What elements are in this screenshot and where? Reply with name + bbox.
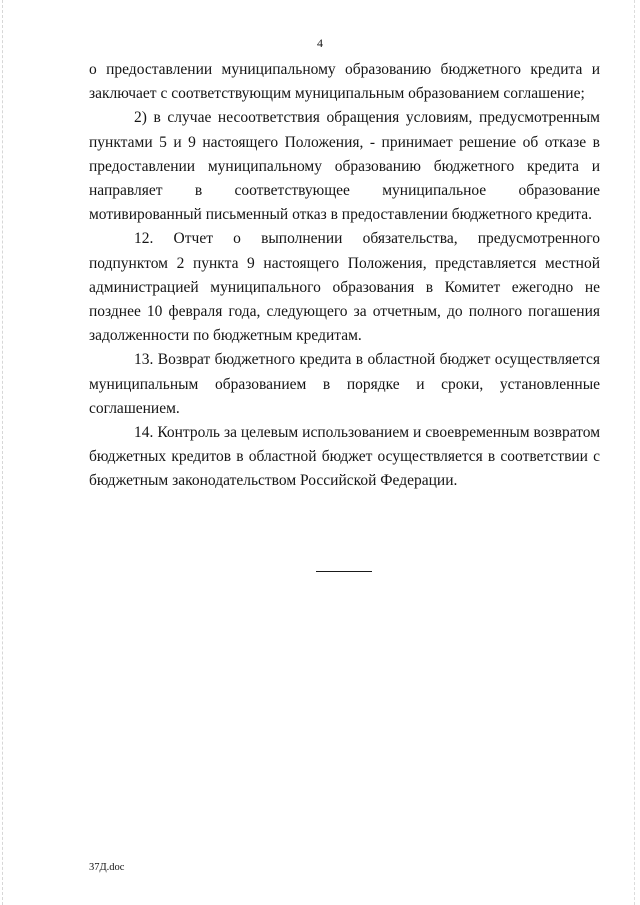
paragraph-subitem-2: 2) в случае несоответствия обращения условиям, предусмотренным пунктами 5 и 9 настоящего Положения, - принимает решение об отказе в предоставлении муниципальному образованию бюджетного кредита и направляет в соответствующее муниципальное образование мотивированный письменный отказ в предоставлении бюджетного кредита.: [89, 109, 600, 224]
paragraph-12: 12. Отчет о выполнении обязательства, предусмотренного подпунктом 2 пункта 9 настоящего Положения, представляется местной администрацией муниципального образования в Комитет ежегодно не позднее 10 февраля года, следующего за отчетным, до полного погашения задолженности по бюджетным кредитам.: [89, 230, 600, 345]
paragraph-13: 13. Возврат бюджетного кредита в областной бюджет осуществляется муниципальным образованием в порядке и сроки, установленные соглашением.: [89, 351, 600, 417]
paragraph-continuation: о предоставлении муниципальному образованию бюджетного кредита и заключает с соответствующим муниципальным образованием соглашение;: [89, 61, 600, 103]
footer-filename: 37Д.doc: [89, 862, 125, 873]
page-number: 4: [317, 36, 323, 50]
scan-edge-left: [2, 0, 4, 905]
end-of-document-rule: [316, 571, 372, 572]
paragraph-14: 14. Контроль за целевым использованием и своевременным возвратом бюджетных кредитов в областной бюджет осуществляется в соответствии с бюджетным законодательством Российской Федерации.: [89, 424, 600, 490]
document-body: [89, 58, 600, 494]
scan-edge-right: [634, 0, 636, 905]
